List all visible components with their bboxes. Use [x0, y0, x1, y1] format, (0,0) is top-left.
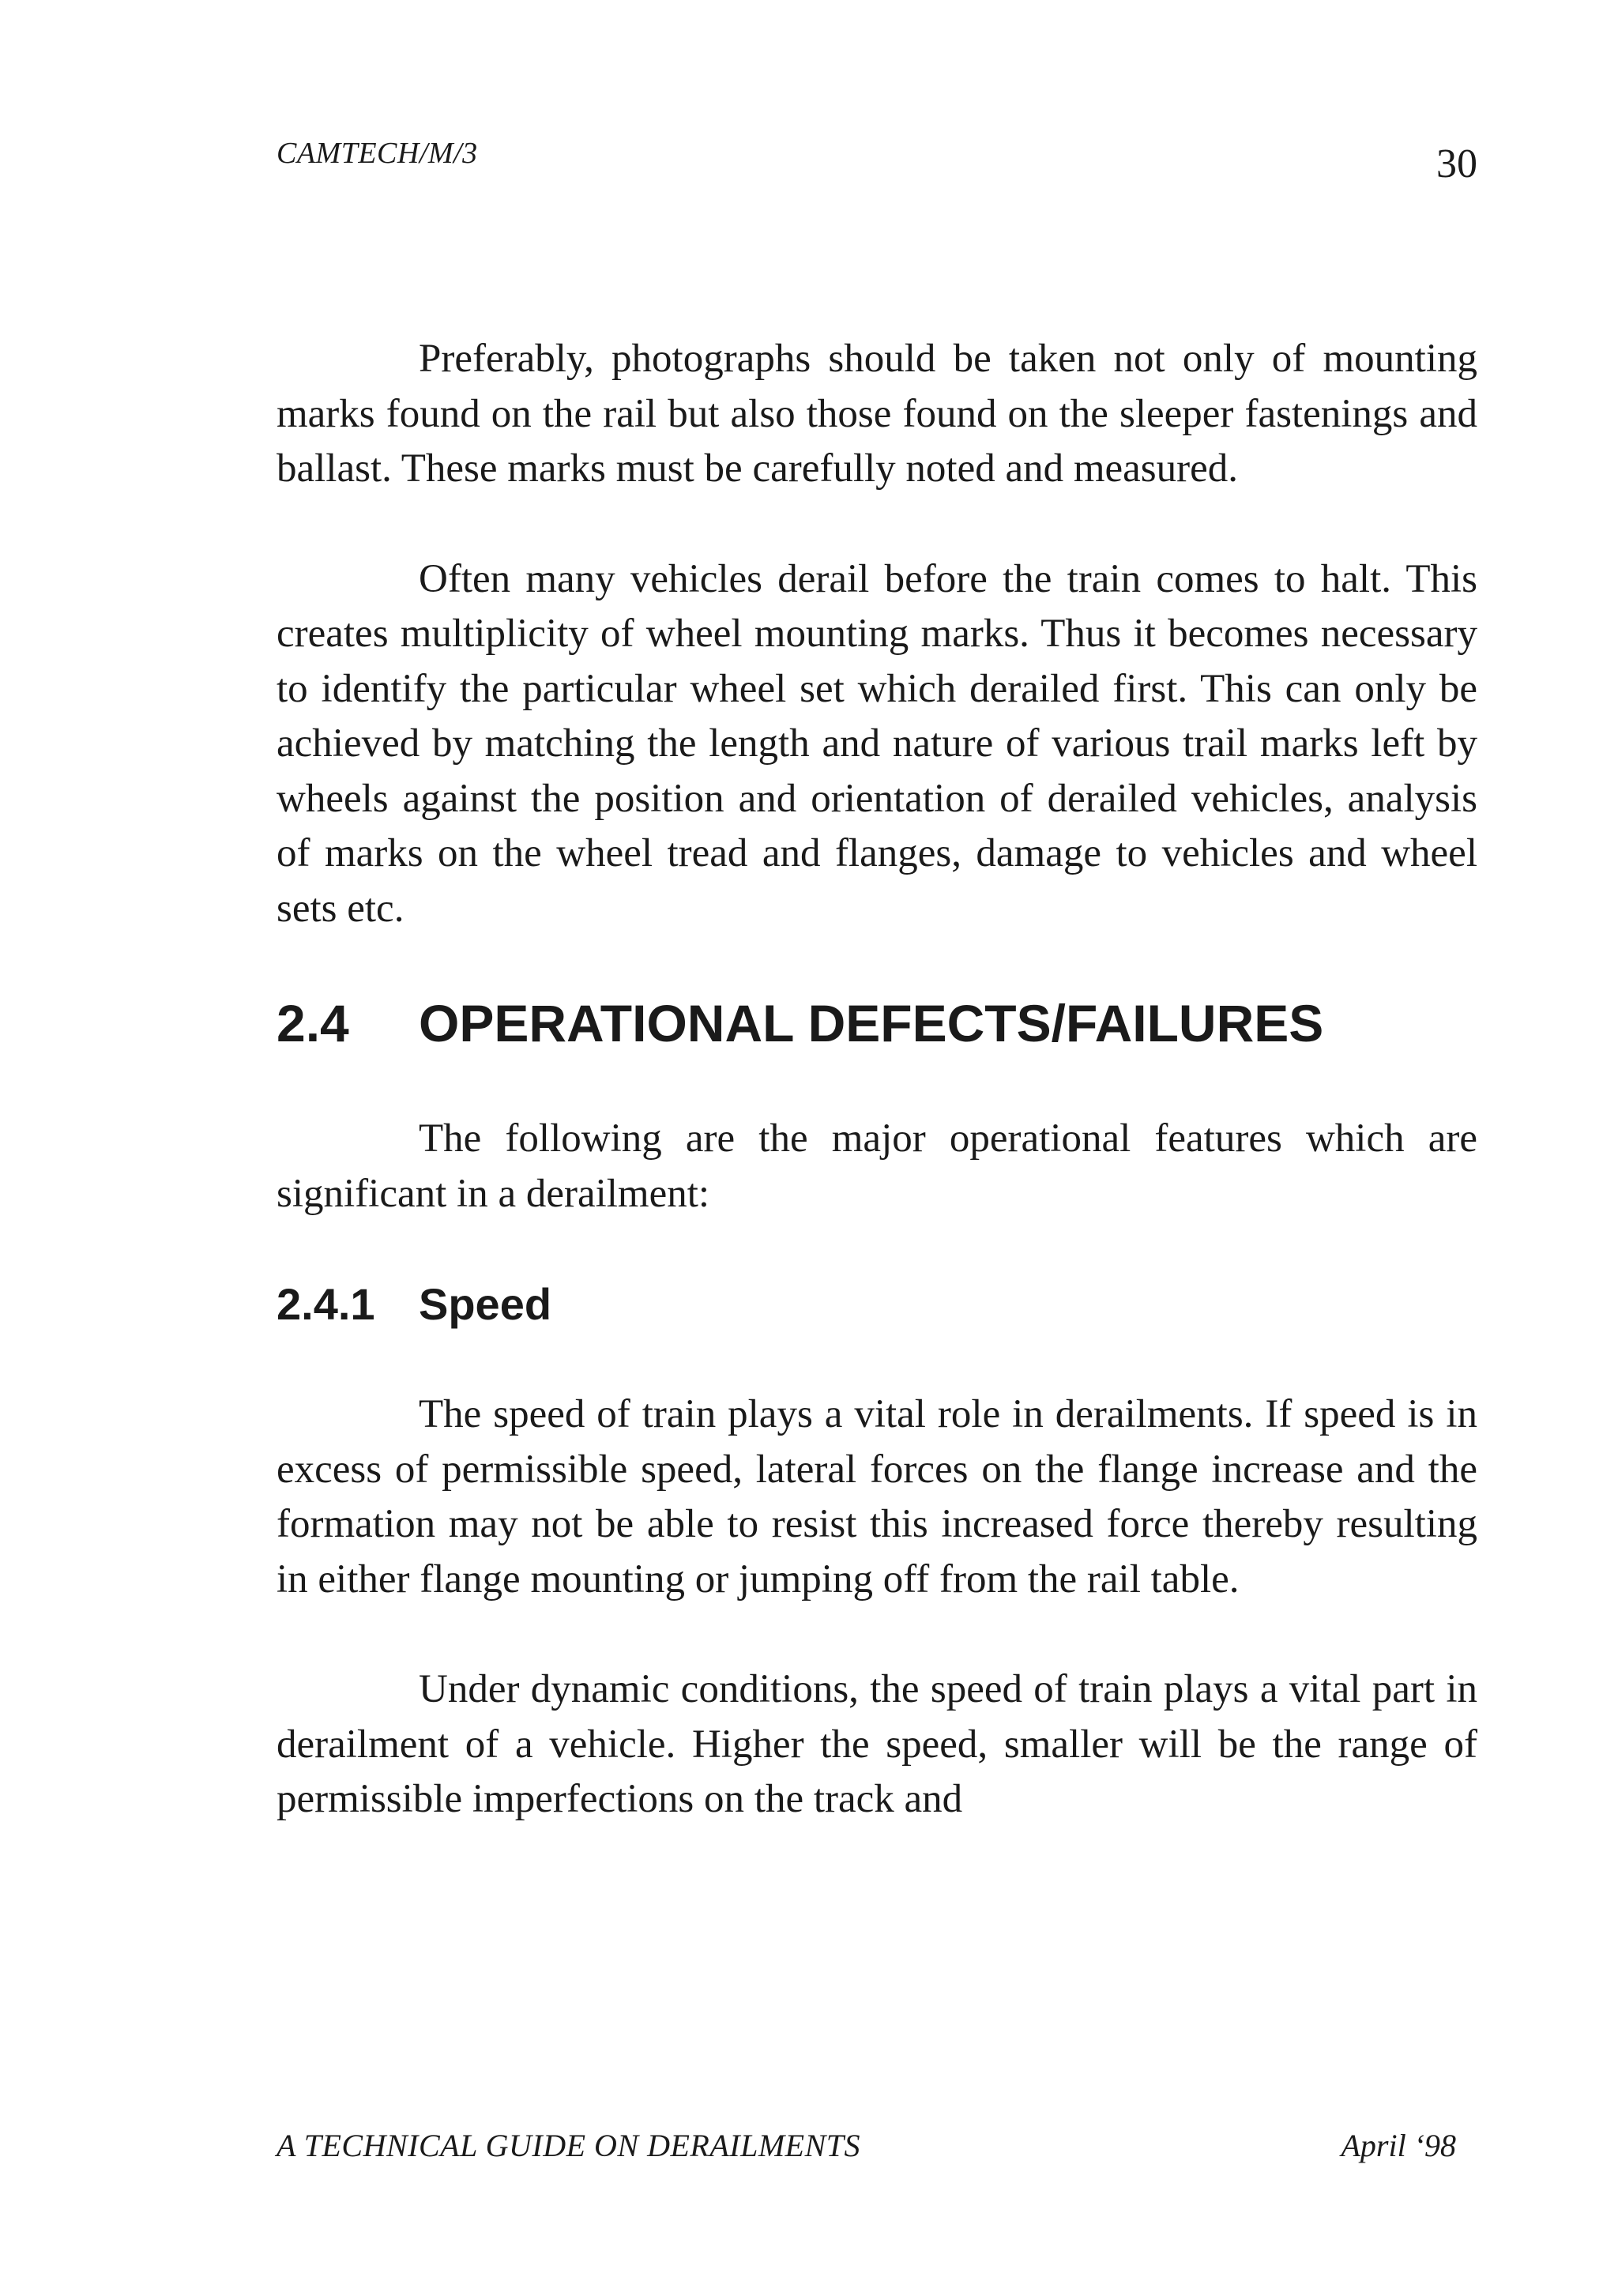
page-number: 30 — [1436, 141, 1477, 186]
section-title: OPERATIONAL DEFECTS/FAILURES — [419, 994, 1324, 1052]
paragraph-photographs: Preferably, photographs should be taken not only of mounting marks found on the rail but also those found on the sleeper fastenings and ballast. These marks must be carefully noted and measured. — [277, 337, 1477, 491]
section-number: 2.4 — [277, 994, 349, 1052]
paragraph-section-intro: The following are the major operational features which are significant in a derailment: — [277, 1116, 1477, 1216]
page-body — [277, 332, 1477, 1883]
paragraph-speed-role: The speed of train plays a vital role in derailments. If speed is in excess of permissible speed, lateral forces on the flange increase and the formation may not be able to resist this increased force thereby resulting in either flange mounting or jumping off from the rail table. — [277, 1392, 1477, 1602]
subsection-number: 2.4.1 — [277, 1279, 375, 1329]
document-code: CAMTECH/M/3 — [277, 137, 478, 170]
section-heading — [277, 992, 1477, 1055]
paragraph-dynamic-conditions: Under dynamic conditions, the speed of train plays a vital part in derailment of a vehicle. Higher the speed, smaller will be the range of permissible imperfections on the track and — [277, 1667, 1477, 1821]
paragraph-multiple-derailments: Often many vehicles derail before the train comes to halt. This creates multiplicity of wheel mounting marks. Thus it becomes necessary to identify the particular wheel set which derailed first. This can only be achieved by matching the length and nature of various trail marks left by wheels against the position and orientation of derailed vehicles, analysis of marks on the wheel tread and flanges, damage to vehicles and wheel sets etc. — [277, 556, 1477, 931]
footer-document-title: A TECHNICAL GUIDE ON DERAILMENTS — [277, 2128, 861, 2163]
subsection-title: Speed — [419, 1279, 552, 1329]
footer-date: April ‘98 — [1341, 2128, 1456, 2163]
subsection-heading — [277, 1277, 1477, 1332]
